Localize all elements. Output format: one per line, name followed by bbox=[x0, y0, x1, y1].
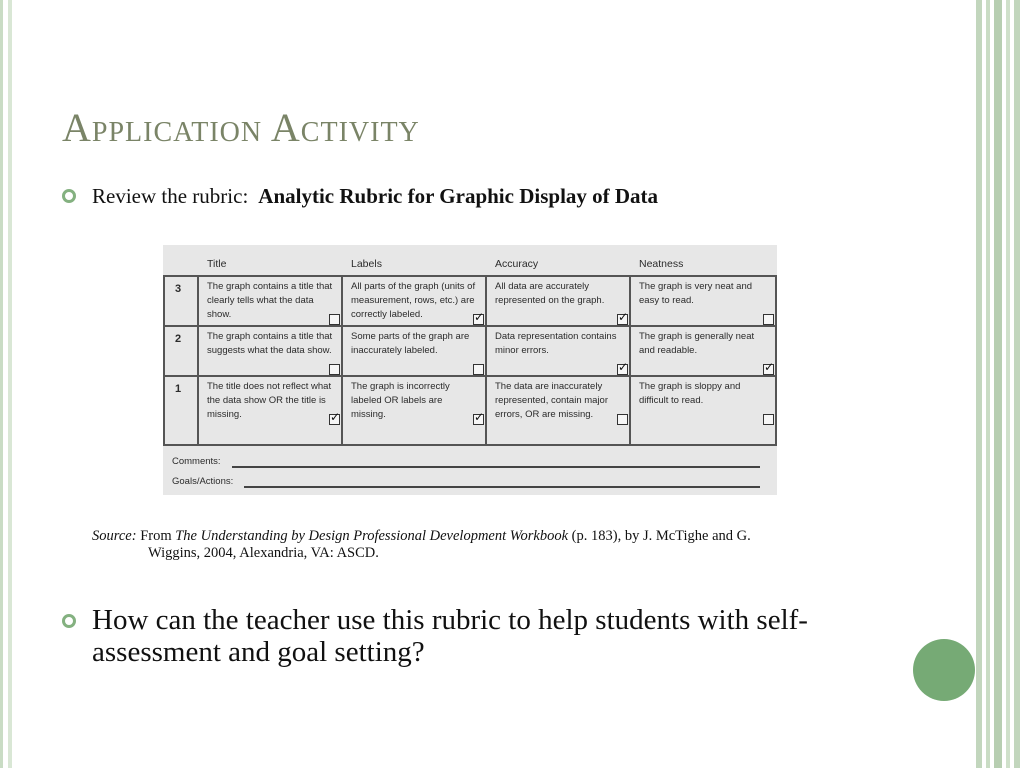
question-text: How can the teacher use this rubric to help students with self-assessment and goal setting? bbox=[92, 604, 808, 668]
rubric-header-accuracy: Accuracy bbox=[495, 258, 539, 270]
rubric-cell: The title does not reflect what the data show OR the title is missing. bbox=[207, 381, 332, 420]
rubric-cell: Some parts of the graph are inaccurately labeled. bbox=[351, 331, 470, 356]
rubric-score: 1 bbox=[175, 383, 182, 395]
rubric-row-line bbox=[163, 325, 777, 327]
rubric-checkbox bbox=[473, 414, 484, 425]
rubric-cell: The graph is sloppy and difficult to read. bbox=[639, 381, 741, 406]
bullet-circle-icon bbox=[62, 189, 76, 203]
source-details: (p. 183), by J. McTighe and G. bbox=[571, 528, 751, 544]
comments-label: Comments: bbox=[172, 456, 221, 467]
rubric-checkbox bbox=[473, 314, 484, 325]
source-citation bbox=[92, 528, 892, 562]
comments-line bbox=[232, 466, 760, 468]
rubric-cell: The graph is incorrectly labeled OR labels are missing. bbox=[351, 381, 450, 420]
rubric-checkbox bbox=[617, 414, 628, 425]
slide-title: Application Activity bbox=[62, 105, 420, 150]
rubric-checkbox bbox=[329, 414, 340, 425]
source-label: Source: bbox=[92, 528, 137, 544]
bullet-circle-icon bbox=[62, 614, 76, 628]
rubric-header-labels: Labels bbox=[351, 258, 382, 270]
goals-label: Goals/Actions: bbox=[172, 476, 234, 487]
rubric-cell: The graph is very neat and easy to read. bbox=[639, 281, 753, 306]
rubric-cell: Data representation contains minor errors. bbox=[495, 331, 617, 356]
rubric-cell: All data are accurately represented on the graph. bbox=[495, 281, 605, 306]
right-border-decoration bbox=[976, 0, 1024, 768]
rubric-row-line bbox=[163, 275, 777, 277]
rubric-column-line bbox=[485, 275, 487, 445]
rubric-score: 2 bbox=[175, 333, 182, 345]
rubric-cell: The graph contains a title that clearly tells what the data show. bbox=[207, 281, 333, 320]
rubric-header-title: Title bbox=[207, 258, 227, 270]
rubric-grid bbox=[163, 275, 777, 445]
rubric-name: Analytic Rubric for Graphic Display of Data bbox=[258, 184, 659, 208]
rubric-cell: All parts of the graph (units of measurement, rows, etc.) are correctly labeled. bbox=[351, 281, 476, 320]
rubric-checkbox bbox=[763, 414, 774, 425]
rubric-cell: The data are inaccurately represented, contain major errors, OR are missing. bbox=[495, 381, 609, 420]
goals-line bbox=[244, 486, 760, 488]
rubric-checkbox bbox=[763, 314, 774, 325]
rubric-column-line bbox=[629, 275, 631, 445]
rubric-cell: The graph is generally neat and readable. bbox=[639, 331, 755, 356]
rubric-checkbox bbox=[763, 364, 774, 375]
rubric-checkbox bbox=[617, 314, 628, 325]
left-border-decoration bbox=[0, 0, 12, 768]
rubric-column-line bbox=[163, 275, 165, 445]
rubric-checkbox bbox=[617, 364, 628, 375]
source-details-cont: Wiggins, 2004, Alexandria, VA: ASCD. bbox=[148, 545, 379, 561]
rubric-header-neatness: Neatness bbox=[639, 258, 684, 270]
bullet-lead-text: Review the rubric: bbox=[92, 184, 249, 208]
rubric-row-line bbox=[163, 375, 777, 377]
rubric-image bbox=[163, 245, 777, 495]
source-from: From bbox=[140, 528, 172, 544]
rubric-checkbox bbox=[329, 314, 340, 325]
rubric-column-line bbox=[775, 275, 777, 445]
rubric-row-line bbox=[163, 444, 777, 446]
bullet-review-rubric bbox=[62, 184, 658, 209]
rubric-checkbox bbox=[473, 364, 484, 375]
source-book-title: The Understanding by Design Professional Development Workbook bbox=[175, 528, 569, 544]
rubric-column-line bbox=[341, 275, 343, 445]
bullet-question bbox=[62, 604, 882, 668]
rubric-score: 3 bbox=[175, 283, 182, 295]
rubric-column-line bbox=[197, 275, 199, 445]
rubric-checkbox bbox=[329, 364, 340, 375]
decorative-circle bbox=[913, 639, 975, 701]
rubric-cell: The graph contains a title that suggests what the data show. bbox=[207, 331, 333, 356]
